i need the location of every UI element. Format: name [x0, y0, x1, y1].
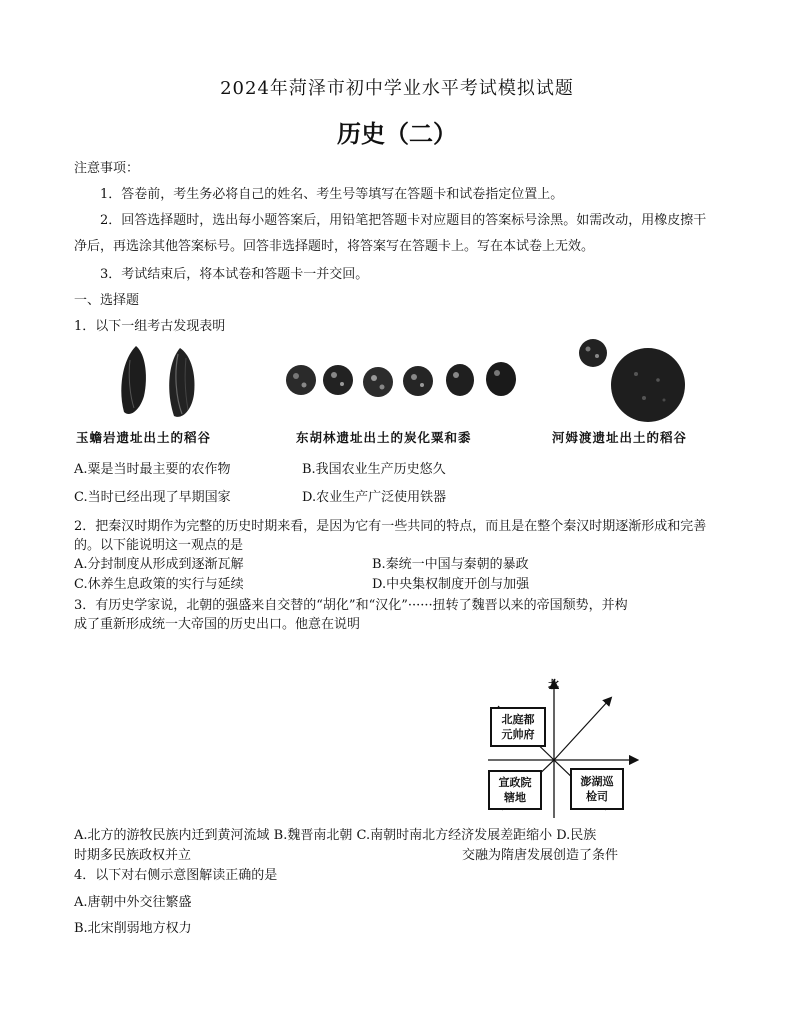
notes-item-2-line-2: 净后，再选涂其他答案标号。回答非选择题时，将答案写在答题卡上。写在本试卷上无效。 [74, 239, 595, 254]
hemudu-rice-image [572, 336, 712, 426]
notes-item-2-line-1: 2．回答选择题时，选出每小题答案后，用铅笔把答题卡对应题目的答案标号涂黑。如需改动，用橡皮擦干 [100, 213, 707, 228]
q4-option-a: A.唐朝中外交往繁盛 [74, 895, 192, 910]
q4-option-b: B.北宋削弱地方权力 [74, 921, 192, 936]
caption-hemudu: 河姆渡遗址出土的稻谷 [552, 430, 688, 445]
question-1-stem: 1．以下一组考古发现表明 [74, 319, 226, 334]
box-xuanzhengyuan-label: 宣政院辖地 [498, 776, 532, 804]
question-4-stem: 4．以下对右侧示意图解读正确的是 [74, 868, 278, 883]
notes-heading: 注意事项： [74, 161, 140, 176]
notes-item-1: 1．答卷前，考生务必将自己的姓名、考生号等填写在答题卡和试卷指定位置上。 [100, 187, 564, 202]
q3-options-line-2b: 交融为隋唐发展创造了条件 [462, 848, 619, 863]
question-2-line-1: 2．把秦汉时期作为完整的历史时期来看，是因为它有一些共同的特点，而且是在整个秦汉时期逐渐形成和完善 [74, 519, 707, 534]
box-penghu [570, 768, 624, 810]
exam-title: 2024年菏泽市初中学业水平考试模拟试题 [220, 78, 574, 99]
q1-option-a: A.粟是当时最主要的农作物 [74, 462, 231, 477]
box-penghu-label: 澎湖巡检司 [580, 775, 614, 803]
box-beiting-label: 北庭都元帅府 [501, 713, 535, 741]
q1-option-b: B.我国农业生产历史悠久 [302, 462, 446, 477]
question-3-line-1: 3．有历史学家说，北朝的强盛来自交替的“胡化”和“汉化”······扭转了魏晋以来的帝国颓势，并构 [74, 598, 628, 613]
q2-option-b: B.秦统一中国与秦朝的暴政 [372, 557, 529, 572]
notes-item-3: 3．考试结束后，将本试卷和答题卡一并交回。 [100, 267, 369, 282]
q1-option-c: C.当时已经出现了早期国家 [74, 490, 231, 505]
question-2-line-2: 的。以下能说明这一观点的是 [74, 538, 244, 553]
box-xuanzhengyuan [488, 770, 542, 810]
subject-title: 历史（二） [337, 119, 457, 148]
box-beiting [490, 707, 546, 747]
caption-donghulin: 东胡林遗址出土的炭化粟和黍 [296, 430, 472, 445]
q2-option-c: C.休养生息政策的实行与延续 [74, 577, 244, 592]
rice-grains-image [108, 340, 218, 420]
q2-option-a: A.分封制度从形成到逐渐瓦解 [74, 557, 244, 572]
caption-yuchanyan: 玉蟾岩遗址出土的稻谷 [76, 430, 212, 445]
section-heading: 一、选择题 [74, 293, 140, 308]
north-label: 北 [548, 678, 559, 691]
millet-grains-image [282, 360, 522, 420]
question-3-line-2: 成了重新形成统一大帝国的历史出口。他意在说明 [74, 617, 361, 632]
q1-option-d: D.农业生产广泛使用铁器 [302, 490, 447, 505]
q3-options-line-1: A.北方的游牧民族内迁到黄河流域 B.魏晋南北朝 C.南朝时南北方经济发展差距缩小 D.民族 [74, 828, 597, 843]
q2-option-d: D.中央集权制度开创与加强 [372, 577, 530, 592]
q3-options-line-2a: 时期多民族政权并立 [74, 848, 192, 863]
